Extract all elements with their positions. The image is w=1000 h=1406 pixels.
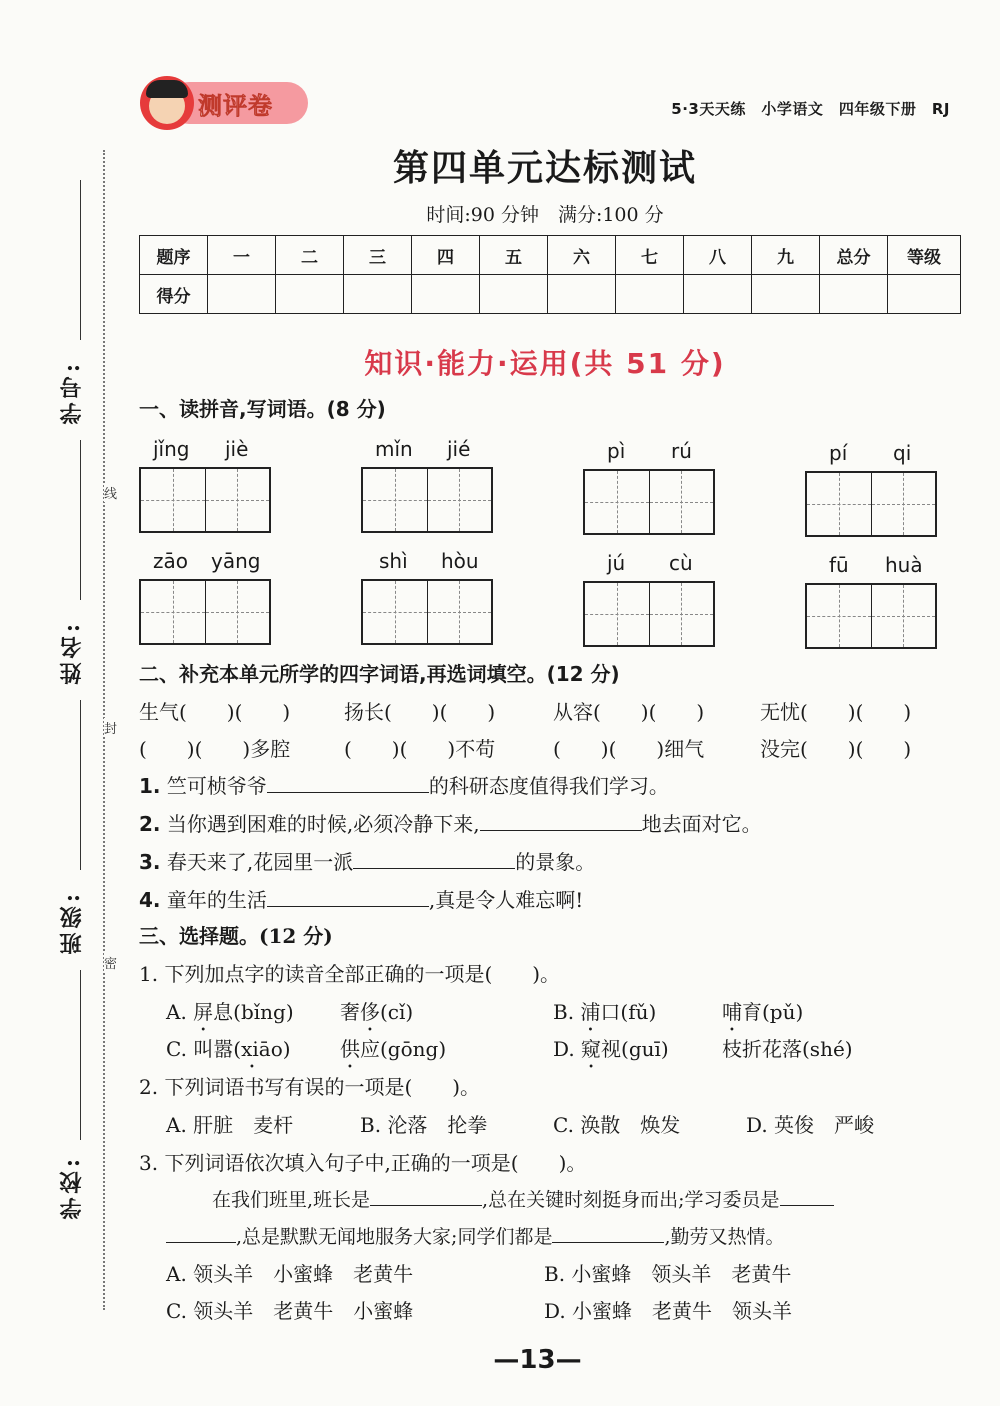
- q3-3-option-d: D. 小蜜蜂 老黄牛 领头羊: [544, 1299, 793, 1323]
- score-cell[interactable]: [888, 275, 961, 314]
- item-number: 2.: [139, 812, 161, 836]
- answer-blank[interactable]: [353, 850, 515, 869]
- item-text: 竺可桢爷爷: [166, 774, 267, 798]
- answer-blank[interactable]: [780, 1187, 834, 1206]
- q2-title: 二、补充本单元所学的四字词语,再选词填空。(12 分): [139, 662, 620, 686]
- pinyin-syllable: zāo: [153, 549, 188, 573]
- score-table-col: 七: [616, 236, 684, 275]
- q3-1-option-a-2: 奢侈(cǐ): [340, 1000, 414, 1024]
- score-cell[interactable]: [752, 275, 820, 314]
- class-rule: [80, 700, 81, 870]
- q3-title: 三、选择题。(12 分): [139, 924, 333, 948]
- writing-grid[interactable]: [805, 583, 937, 649]
- answer-blank[interactable]: [480, 812, 642, 831]
- score-table-row-label: 题序: [140, 236, 208, 275]
- writing-grid[interactable]: [139, 579, 271, 645]
- item-number: 4.: [139, 888, 161, 912]
- writing-grid[interactable]: [361, 579, 493, 645]
- idiom-fill: ( )( )不苟: [344, 737, 496, 761]
- q3-3-option-b: B. 小蜜蜂 领头羊 老黄牛: [544, 1262, 792, 1286]
- writing-grid[interactable]: [583, 469, 715, 535]
- pinyin-syllable: pí: [829, 441, 848, 465]
- seal-char-seal: 封: [104, 718, 117, 737]
- q3-3-passage-line-2: ,总是默默无闻地服务大家;同学们都是 ,勤劳又热情。: [166, 1222, 785, 1249]
- q3-1-option-a: A. 屏息(bǐng): [166, 1000, 294, 1024]
- school-rule: [80, 970, 81, 1140]
- seal-char-secret: 密: [104, 953, 117, 972]
- writing-grid[interactable]: [361, 467, 493, 533]
- section-heading: 知识·能力·运用(共 51 分): [364, 347, 726, 380]
- pinyin-syllable: pì: [607, 439, 626, 463]
- answer-blank[interactable]: [370, 1187, 482, 1206]
- answer-blank[interactable]: [267, 888, 429, 907]
- q3-2-option-b: B. 沦落 抡拳: [360, 1113, 488, 1137]
- score-cell[interactable]: [208, 275, 276, 314]
- dotted-char: 哺: [722, 1000, 742, 1024]
- score-table-col: 一: [208, 236, 276, 275]
- item-text: ,真是令人难忘啊!: [428, 888, 584, 912]
- q3-3-option-a: A. 领头羊 小蜜蜂 老黄牛: [166, 1262, 414, 1286]
- student-id-label: 学号:: [59, 360, 85, 425]
- score-cell[interactable]: [684, 275, 752, 314]
- pinyin-syllable: shì: [379, 549, 408, 573]
- badge-text: 测评卷: [198, 92, 273, 120]
- q2-item-3: [139, 846, 595, 875]
- score-cell[interactable]: [412, 275, 480, 314]
- score-cell[interactable]: [276, 275, 344, 314]
- item-number: 1.: [139, 774, 161, 798]
- score-table-score-row: [140, 275, 961, 314]
- answer-blank[interactable]: [552, 1224, 664, 1243]
- q2-item-4: [139, 884, 583, 913]
- pinyin-syllable: huà: [885, 553, 923, 577]
- class-label: 班级:: [59, 890, 85, 955]
- name-label: 姓名:: [59, 620, 85, 685]
- pinyin-syllable: jié: [447, 437, 471, 461]
- score-cell[interactable]: [344, 275, 412, 314]
- score-table-col: 二: [276, 236, 344, 275]
- score-table-header-row: [140, 236, 961, 275]
- q3-1-option-b-2: 哺育(pǔ): [722, 1000, 804, 1024]
- idiom-fill: 生气( )( ): [139, 700, 291, 724]
- q3-3-stem: 3. 下列词语依次填入句子中,正确的一项是( )。: [139, 1151, 587, 1175]
- q3-1-option-d: D. 窥视(guī): [553, 1037, 669, 1061]
- q1-title: 一、读拼音,写词语。(8 分): [139, 397, 386, 421]
- series-label: 5·3天天练 小学语文 四年级下册 RJ: [671, 100, 950, 118]
- pinyin-syllable: cù: [669, 551, 693, 575]
- dotted-char: 浦: [580, 1000, 601, 1024]
- q3-1-option-c-2: 供应(gōng): [340, 1037, 447, 1061]
- score-table-col: 等级: [888, 236, 961, 275]
- pinyin-syllable: qi: [893, 441, 912, 465]
- cartoon-face-icon: [140, 76, 194, 130]
- page-number: —13—: [493, 1345, 582, 1375]
- pinyin-syllable: jǐng: [153, 437, 190, 461]
- item-text: 当你遇到困难的时候,必须冷静下来,: [166, 812, 480, 836]
- writing-grid[interactable]: [805, 471, 937, 537]
- score-table-col: 四: [412, 236, 480, 275]
- time-score-info: 时间:90 分钟 满分:100 分: [426, 204, 664, 226]
- score-table-col: 九: [752, 236, 820, 275]
- item-text: 的景象。: [515, 850, 596, 874]
- school-label: 学校:: [59, 1155, 85, 1220]
- idiom-fill: 从容( )( ): [553, 700, 705, 724]
- pinyin-syllable: jiè: [225, 437, 249, 461]
- q3-3-option-c: C. 领头羊 老黄牛 小蜜蜂: [166, 1299, 414, 1323]
- dotted-char: 嚣(xiāo) •: [213, 1037, 290, 1061]
- answer-blank[interactable]: [166, 1224, 236, 1243]
- pinyin-syllable: mǐn: [375, 437, 413, 461]
- pinyin-syllable: yāng: [211, 549, 261, 573]
- item-number: 3.: [139, 850, 161, 874]
- idiom-fill: ( )( )多腔: [139, 737, 291, 761]
- score-cell[interactable]: [480, 275, 548, 314]
- item-text: 春天来了,花园里一派: [166, 850, 354, 874]
- q3-3-passage-line-1: 在我们班里,班长是 ,总在关键时刻挺身而出;学习委员是: [212, 1185, 834, 1212]
- pinyin-syllable: fū: [829, 553, 849, 577]
- score-cell[interactable]: [548, 275, 616, 314]
- q3-2-option-c: C. 涣散 焕发: [553, 1113, 681, 1137]
- idiom-fill: 没完( )( ): [760, 737, 912, 761]
- score-table-col: 八: [684, 236, 752, 275]
- q3-1-option-c: C. 叫嚣(xiāo) •: [166, 1033, 291, 1062]
- q2-item-2: [139, 808, 762, 837]
- pinyin-syllable: jú: [607, 551, 626, 575]
- q3-1-option-b: B. 浦口(fǔ): [553, 1000, 657, 1024]
- name-rule: [80, 440, 81, 600]
- score-table-col: 五: [480, 236, 548, 275]
- item-text: 地去面对它。: [641, 812, 762, 836]
- test-badge: [140, 76, 308, 130]
- idiom-fill: 扬长( )( ): [344, 700, 496, 724]
- page-title: 第四单元达标测试: [392, 147, 697, 189]
- writing-grid[interactable]: [583, 581, 715, 647]
- q2-item-1: [139, 770, 669, 799]
- score-table-row-label: 得分: [140, 275, 208, 314]
- pinyin-syllable: hòu: [441, 549, 479, 573]
- score-table: [139, 235, 961, 314]
- q3-2-option-a: A. 肝脏 麦杆: [166, 1113, 294, 1137]
- dotted-char: 供: [340, 1037, 360, 1061]
- q3-1-option-d-2: 枝折花落(shé): [722, 1037, 853, 1061]
- score-table-col: 总分: [820, 236, 888, 275]
- q3-2-stem: 2. 下列词语书写有误的一项是( )。: [139, 1075, 481, 1099]
- score-table-col: 六: [548, 236, 616, 275]
- dotted-char: 侈: [360, 1000, 380, 1024]
- score-table-col: 三: [344, 236, 412, 275]
- q3-2-option-d: D. 英俊 严峻: [746, 1113, 875, 1137]
- answer-blank[interactable]: [267, 774, 429, 793]
- pinyin-syllable: rú: [671, 439, 692, 463]
- item-text: 的科研态度值得我们学习。: [428, 774, 669, 798]
- score-cell[interactable]: [820, 275, 888, 314]
- item-text: 童年的生活: [166, 888, 267, 912]
- writing-grid[interactable]: [139, 467, 271, 533]
- idiom-fill: ( )( )细气: [553, 737, 705, 761]
- dotted-char: 屏: [193, 1000, 214, 1024]
- seal-char-line: 线: [104, 483, 117, 502]
- dotted-char: 窥: [581, 1037, 602, 1061]
- q3-1-stem: 1. 下列加点字的读音全部正确的一项是( )。: [139, 962, 561, 986]
- idiom-fill: 无忧( )( ): [760, 700, 912, 724]
- score-cell[interactable]: [616, 275, 684, 314]
